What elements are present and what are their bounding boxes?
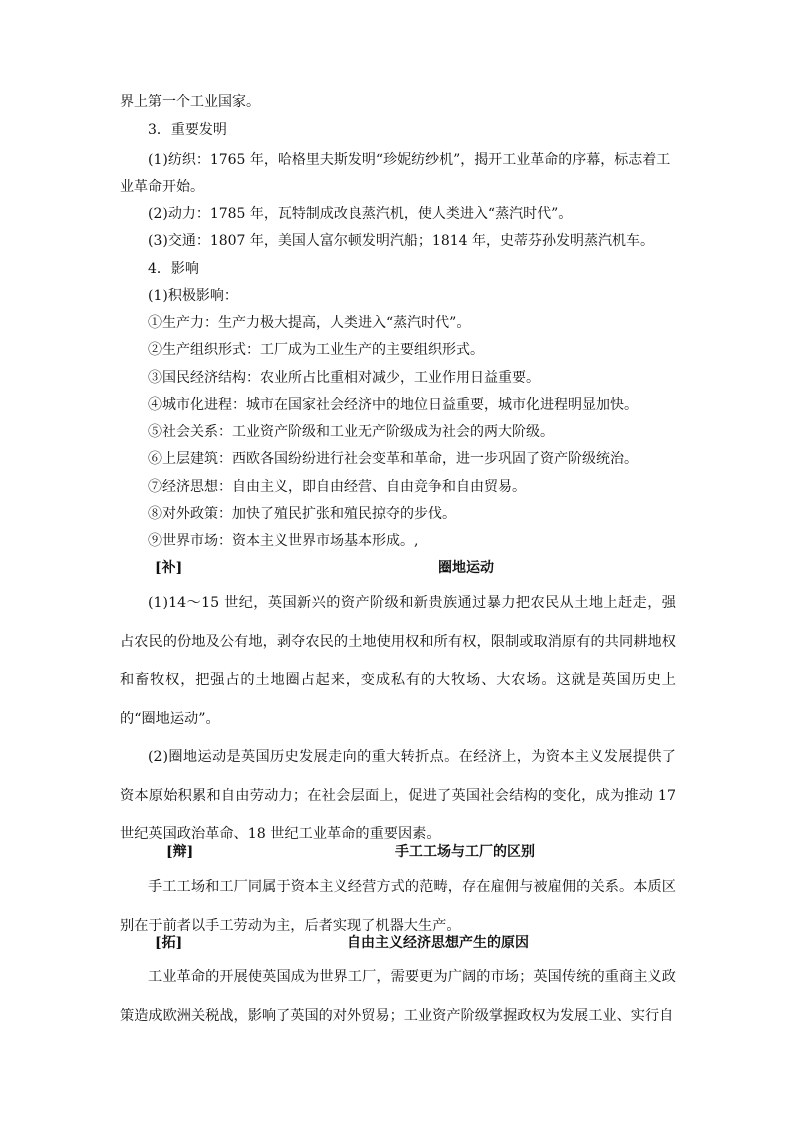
- discrimination-para: 手工工场和工厂同属于资本主义经营方式的范畴，存在雇佣与被雇佣的关系。本质区别在于前者以手工劳动为主，后者实现了机器大生产。: [120, 879, 676, 934]
- impact-item: ⑧对外政策：加快了殖民扩张和殖民掠夺的步伐。: [148, 506, 456, 522]
- extension-title: 自由主义经济思想产生的原因: [347, 935, 529, 951]
- discrimination-tag: [辩]: [166, 844, 194, 860]
- invention-power: (2)动力：1785 年，瓦特制成改良蒸汽机，使人类进入“蒸汽时代”。: [148, 206, 573, 222]
- impact-item: ⑨世界市场：资本主义世界市场基本形成。,: [148, 533, 419, 549]
- invention-transport: (3)交通：1807 年，美国人富尔顿发明汽船；1814 年，史蒂芬孙发明蒸汽机车。: [148, 233, 654, 249]
- positive-impact-heading: (1)积极影响：: [148, 288, 238, 304]
- intro-tail: 界上第一个工业国家。: [120, 94, 260, 110]
- impact-item: ②生产组织形式：工厂成为工业生产的主要组织形式。: [148, 342, 484, 358]
- impact-item: ⑤社会关系：工业资产阶级和工业无产阶级成为社会的两大阶级。: [148, 424, 554, 440]
- impact-item: ⑦经济思想：自由主义，即自由经营、自由竞争和自由贸易。: [148, 479, 526, 495]
- impact-item: ①生产力：生产力极大提高，人类进入“蒸汽时代”。: [148, 315, 471, 331]
- invention-textile-cont: 业革命开始。: [120, 179, 204, 195]
- section-4-heading: 4．影响: [148, 261, 199, 277]
- extension-para: 工业革命的开展使英国成为世界工厂，需要更为广阔的市场；英国传统的重商主义政策造成欧洲关税战，影响了英国的对外贸易；工业资产阶级掌握政权为发展工业、实行自: [120, 969, 676, 1024]
- impact-item: ④城市化进程：城市在国家社会经济中的地位日益重要，城市化进程明显加快。: [148, 397, 638, 413]
- supplement-title: 圈地运动: [438, 560, 494, 576]
- supplement-para-1: (1)14～15 世纪，英国新兴的资产阶级和新贵族通过暴力把农民从土地上赶走，强占农民的份地及公有地，剥夺农民的土地使用权和所有权，限制或取消原有的共同耕地权和畜牧权，把强占的土地圈占起来，变成私有的大牧场、大农场。这就是英国历史上的“圈地运动”。: [120, 595, 676, 727]
- impact-item: ③国民经济结构：农业所占比重相对减少，工业作用日益重要。: [148, 370, 540, 386]
- supplement-para-2: (2)圈地运动是英国历史发展走向的重大转折点。在经济上，为资本主义发展提供了资本原始积累和自由劳动力；在社会层面上，促进了英国社会结构的变化，成为推动 17 世纪英国政治革命、18 世纪工业革命的重要因素。: [120, 749, 676, 842]
- invention-textile: (1)纺织：1765 年，哈格里夫斯发明“珍妮纺纱机”，揭开工业革命的序幕，标志着工: [148, 152, 671, 168]
- section-3-heading: 3．重要发明: [148, 122, 227, 138]
- discrimination-title: 手工工场与工厂的区别: [395, 844, 535, 860]
- extension-tag: [拓]: [155, 935, 183, 951]
- impact-item: ⑥上层建筑：西欧各国纷纷进行社会变革和革命，进一步巩固了资产阶级统治。: [148, 451, 638, 467]
- supplement-tag: [补]: [155, 560, 183, 576]
